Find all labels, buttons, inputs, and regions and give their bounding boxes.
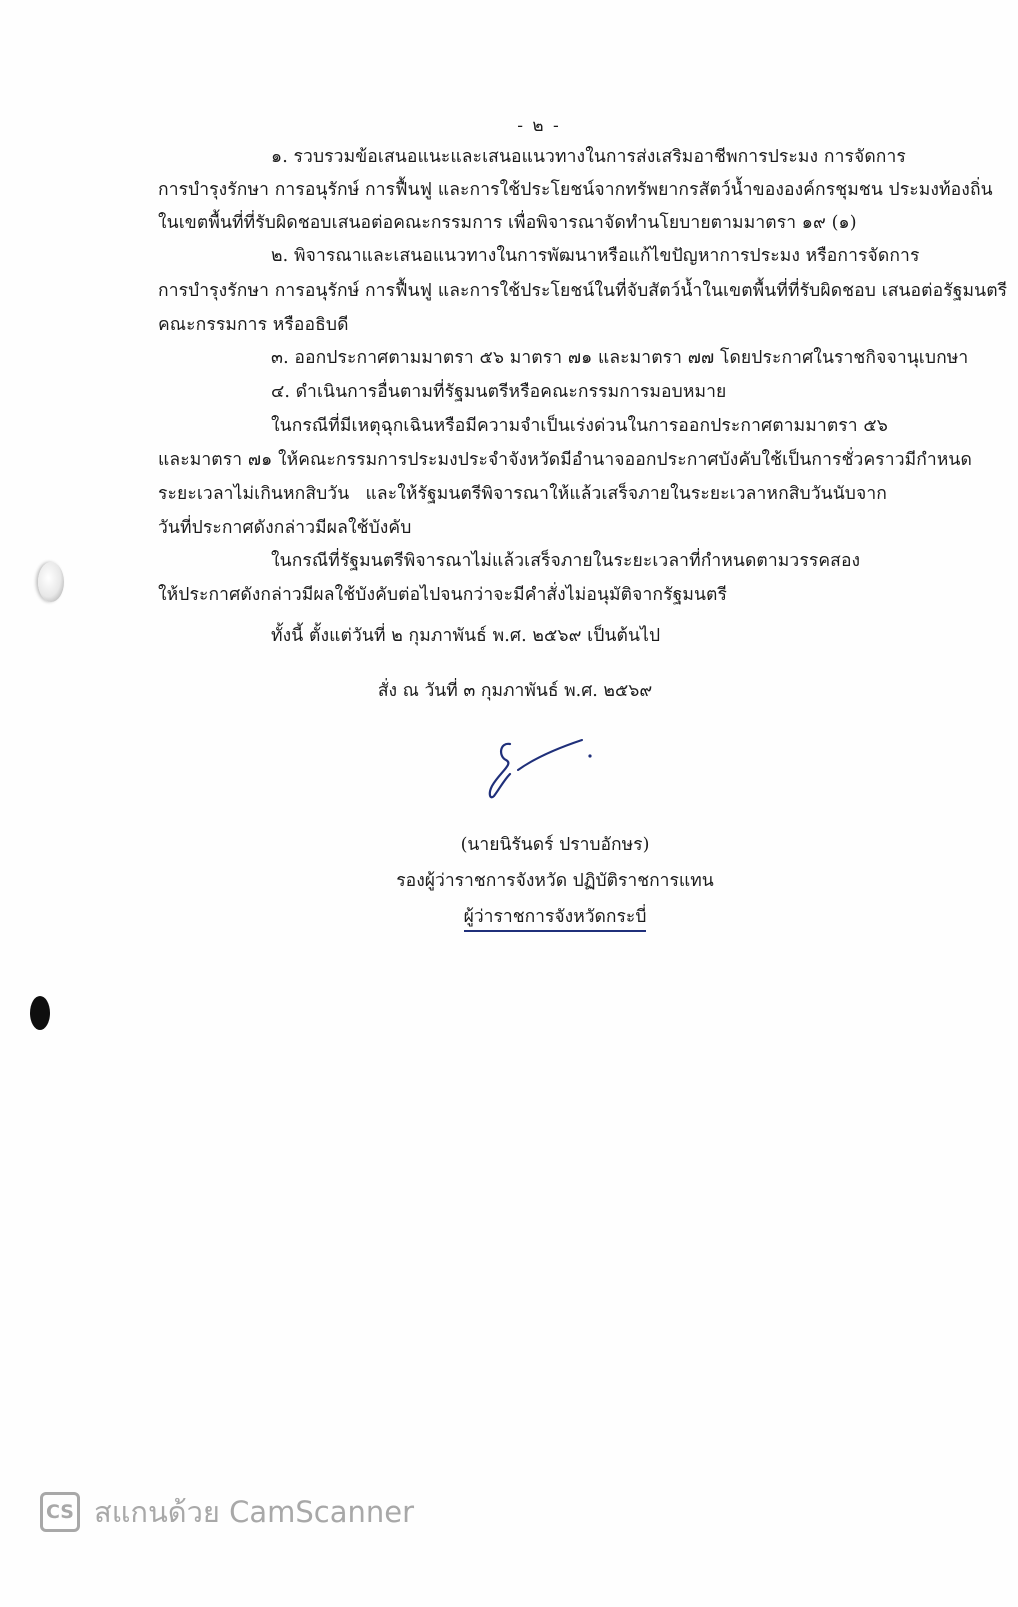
item-3-line-1: ๓. ออกประกาศตามมาตรา ๕๖ มาตรา ๗๑ และมาตรา ๗๗ โดยประกาศในราชกิจจานุเบกษา (271, 348, 969, 368)
camscanner-text: สแกนด้วย CamScanner (94, 1495, 415, 1529)
signer-name: (นายนิรันดร์ ปราบอักษร) (460, 835, 650, 855)
signer-title-2-wrap (380, 906, 730, 932)
signer-title-1: รองผู้ว่าราชการจังหวัด ปฏิบัติราชการแทน (396, 871, 714, 891)
item-1-line-3: ในเขตพื้นที่ที่รับผิดชอบเสนอต่อคณะกรรมการ เพื่อพิจารณาจัดทำนโยบายตามมาตรา ๑๙ (๑) (158, 213, 857, 233)
paragraph-1-line-4: วันที่ประกาศดังกล่าวมีผลใช้บังคับ (158, 518, 412, 538)
camscanner-watermark (40, 1488, 414, 1536)
item-2-line-3: คณะกรรมการ หรืออธิบดี (158, 315, 349, 335)
camscanner-logo-icon: CS (40, 1492, 80, 1532)
punch-hole-bottom (30, 996, 50, 1030)
signature-mark (470, 730, 620, 810)
item-1-line-2: การบำรุงรักษา การอนุรักษ์ การฟื้นฟู และการใช้ประโยชน์จากทรัพยากรสัตว์น้ำขององค์กรชุมชน ประมงท้องถิ่น (158, 180, 993, 200)
item-1-line-1: ๑. รวบรวมข้อเสนอแนะและเสนอแนวทางในการส่งเสริมอาชีพการประมง การจัดการ (271, 147, 906, 167)
page-number: - ๒ - (517, 116, 561, 136)
paragraph-1-line-3: ระยะเวลาไม่เกินหกสิบวัน และให้รัฐมนตรีพิจารณาให้แล้วเสร็จภายในระยะเวลาหกสิบวันนับจาก (158, 484, 887, 504)
item-4-line-1: ๔. ดำเนินการอื่นตามที่รัฐมนตรีหรือคณะกรรมการมอบหมาย (271, 382, 727, 402)
effective-date: ทั้งนี้ ตั้งแต่วันที่ ๒ กุมภาพันธ์ พ.ศ. ๒๕๖๙ เป็นต้นไป (271, 626, 661, 646)
item-2-line-1: ๒. พิจารณาและเสนอแนวทางในการพัฒนาหรือแก้ไขปัญหาการประมง หรือการจัดการ (271, 246, 920, 266)
signer-title-2: ผู้ว่าราชการจังหวัดกระบี่ (464, 906, 647, 932)
paragraph-2-line-1: ในกรณีที่รัฐมนตรีพิจารณาไม่แล้วเสร็จภายในระยะเวลาที่กำหนดตามวรรคสอง (271, 551, 861, 571)
paragraph-2-line-2: ให้ประกาศดังกล่าวมีผลใช้บังคับต่อไปจนกว่าจะมีคำสั่งไม่อนุมัติจากรัฐมนตรี (158, 585, 728, 605)
order-date: สั่ง ณ วันที่ ๓ กุมภาพันธ์ พ.ศ. ๒๕๖๙ (377, 681, 653, 701)
item-2-line-2: การบำรุงรักษา การอนุรักษ์ การฟื้นฟู และการใช้ประโยชน์ในที่จับสัตว์น้ำในเขตพื้นที่ที่รับผิดชอบ เสนอต่อรัฐมนตรี (158, 281, 1008, 301)
paragraph-1-line-1: ในกรณีที่มีเหตุฉุกเฉินหรือมีความจำเป็นเร่งด่วนในการออกประกาศตามมาตรา ๕๖ (271, 416, 888, 436)
paragraph-1-line-2: และมาตรา ๗๑ ให้คณะกรรมการประมงประจำจังหวัดมีอำนาจออกประกาศบังคับใช้เป็นการชั่วคราวมีกำหนด (158, 450, 972, 470)
punch-hole-top (38, 562, 64, 602)
